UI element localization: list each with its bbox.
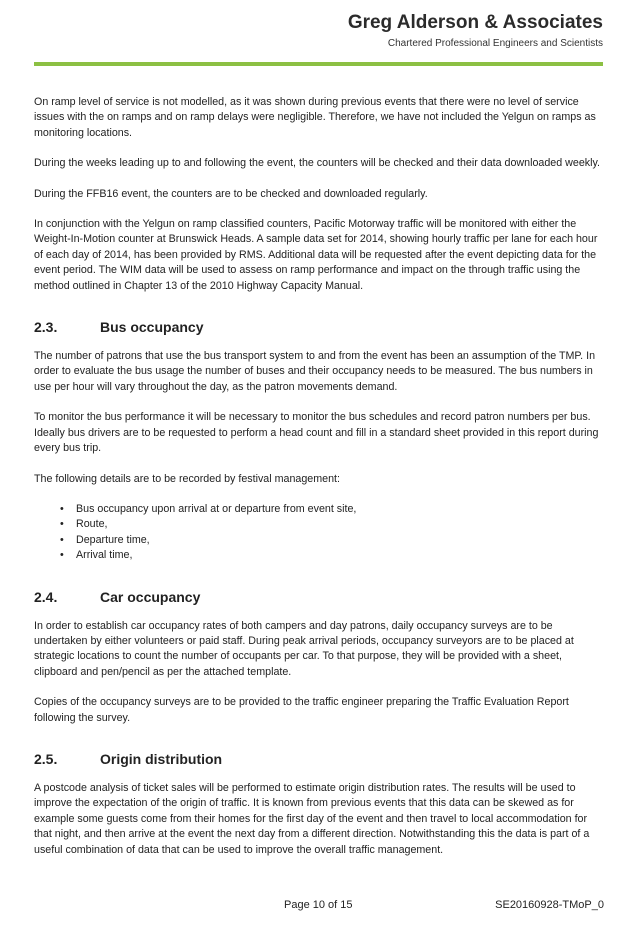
bus-paragraph-2: To monitor the bus performance it will be necessary to monitor the bus schedules and record patron numbers per bus. Ideally bus drivers are to be requested to perform a head count and fill in a standard sheet provided in this report during every bus trip. xyxy=(34,411,599,455)
list-item: • Bus occupancy upon arrival at or departure from event site, xyxy=(76,502,604,517)
intro-paragraph-1: On ramp level of service is not modelled, as it was shown during previous events that there were no level of service issues with the on ramps and on ramp delays were negligible. Therefore, we have not included the Yelgun on ramps as monitoring locations. xyxy=(34,96,596,139)
section-number: 2.4. xyxy=(34,588,58,605)
section-title: Bus occupancy xyxy=(100,319,204,336)
document-reference: SE20160928-TMoP_0 xyxy=(495,899,604,911)
page-content xyxy=(34,95,604,873)
header-divider xyxy=(34,62,603,66)
section-title: Car occupancy xyxy=(100,588,201,605)
section-heading-car-occupancy xyxy=(34,588,604,606)
company-name: Greg Alderson & Associates xyxy=(347,12,603,33)
page-header xyxy=(348,10,603,49)
intro-paragraph-2: During the weeks leading up to and following the event, the counters will be checked and their data downloaded weekly. xyxy=(34,157,601,170)
section-heading-bus-occupancy xyxy=(34,318,604,336)
list-item: • Departure time, xyxy=(76,533,604,548)
company-tagline: Chartered Professional Engineers and Scientists xyxy=(387,38,603,49)
section-title: Origin distribution xyxy=(100,750,223,767)
origin-paragraph-1: A postcode analysis of ticket sales will be performed to estimate origin distribution rates. The results will be used to improve the expectation of the origin of traffic. It is known from previous events that this data can be skewed as for example some guests come from their homes for the first day of the event and then travel to local accommodation for that night, and then arrive at the event the next day from a different direction. Notwithstanding this the data is part of a useful combination of data that can be used to improve the overall traffic management. xyxy=(34,781,590,856)
section-heading-origin-distribution xyxy=(34,750,604,768)
car-paragraph-2: Copies of the occupancy surveys are to be provided to the traffic engineer preparing the Traffic Evaluation Report following the survey. xyxy=(34,696,569,724)
bullet-icon: • xyxy=(60,533,64,546)
bullet-icon: • xyxy=(60,502,64,515)
page-number: Page 10 of 15 xyxy=(284,899,353,911)
section-number: 2.3. xyxy=(34,319,58,336)
bus-paragraph-3: The following details are to be recorded by festival management: xyxy=(34,472,340,485)
car-paragraph-1: In order to establish car occupancy rates of both campers and day patrons, daily occupancy surveys are to be undertaken by either volunteers or paid staff. During peak arrival periods, occupancy surveyors are to be placed at strategic locations to count the number of occupants per car. To that purpose, they will be provided with a sheet, clipboard and pen/pencil as per the attached template. xyxy=(34,619,574,678)
list-item: • Route, xyxy=(76,517,604,532)
list-item: • Arrival time, xyxy=(76,548,604,563)
intro-paragraph-4: In conjunction with the Yelgun on ramp classified counters, Pacific Motorway traffic will be monitored with either the Weight-In-Motion counter at Brunswick Heads. A sample data set for 2014, showing hourly traffic per lane for each hour of each day of 2014, has been provided by RMS. Additional data will be requested after the event depicting data for the event period. The WIM data will be used to assess on ramp performance and impact on the through traffic using the method outlined in Chapter 13 of the 2010 Highway Capacity Manual. xyxy=(34,218,598,292)
bullet-icon: • xyxy=(60,518,64,531)
bullet-icon: • xyxy=(60,549,64,562)
intro-paragraph-3: During the FFB16 event, the counters are to be checked and downloaded regularly. xyxy=(34,187,428,200)
section-number: 2.5. xyxy=(34,750,58,767)
bus-paragraph-1: The number of patrons that use the bus transport system to and from the event has been an assumption of the TMP. In order to evaluate the bus usage the number of buses and their occupancy needs to be measured. The bus numbers in use per hour will vary throughout the day, as the patron movements demand. xyxy=(34,350,596,393)
bus-details-list xyxy=(34,502,604,564)
